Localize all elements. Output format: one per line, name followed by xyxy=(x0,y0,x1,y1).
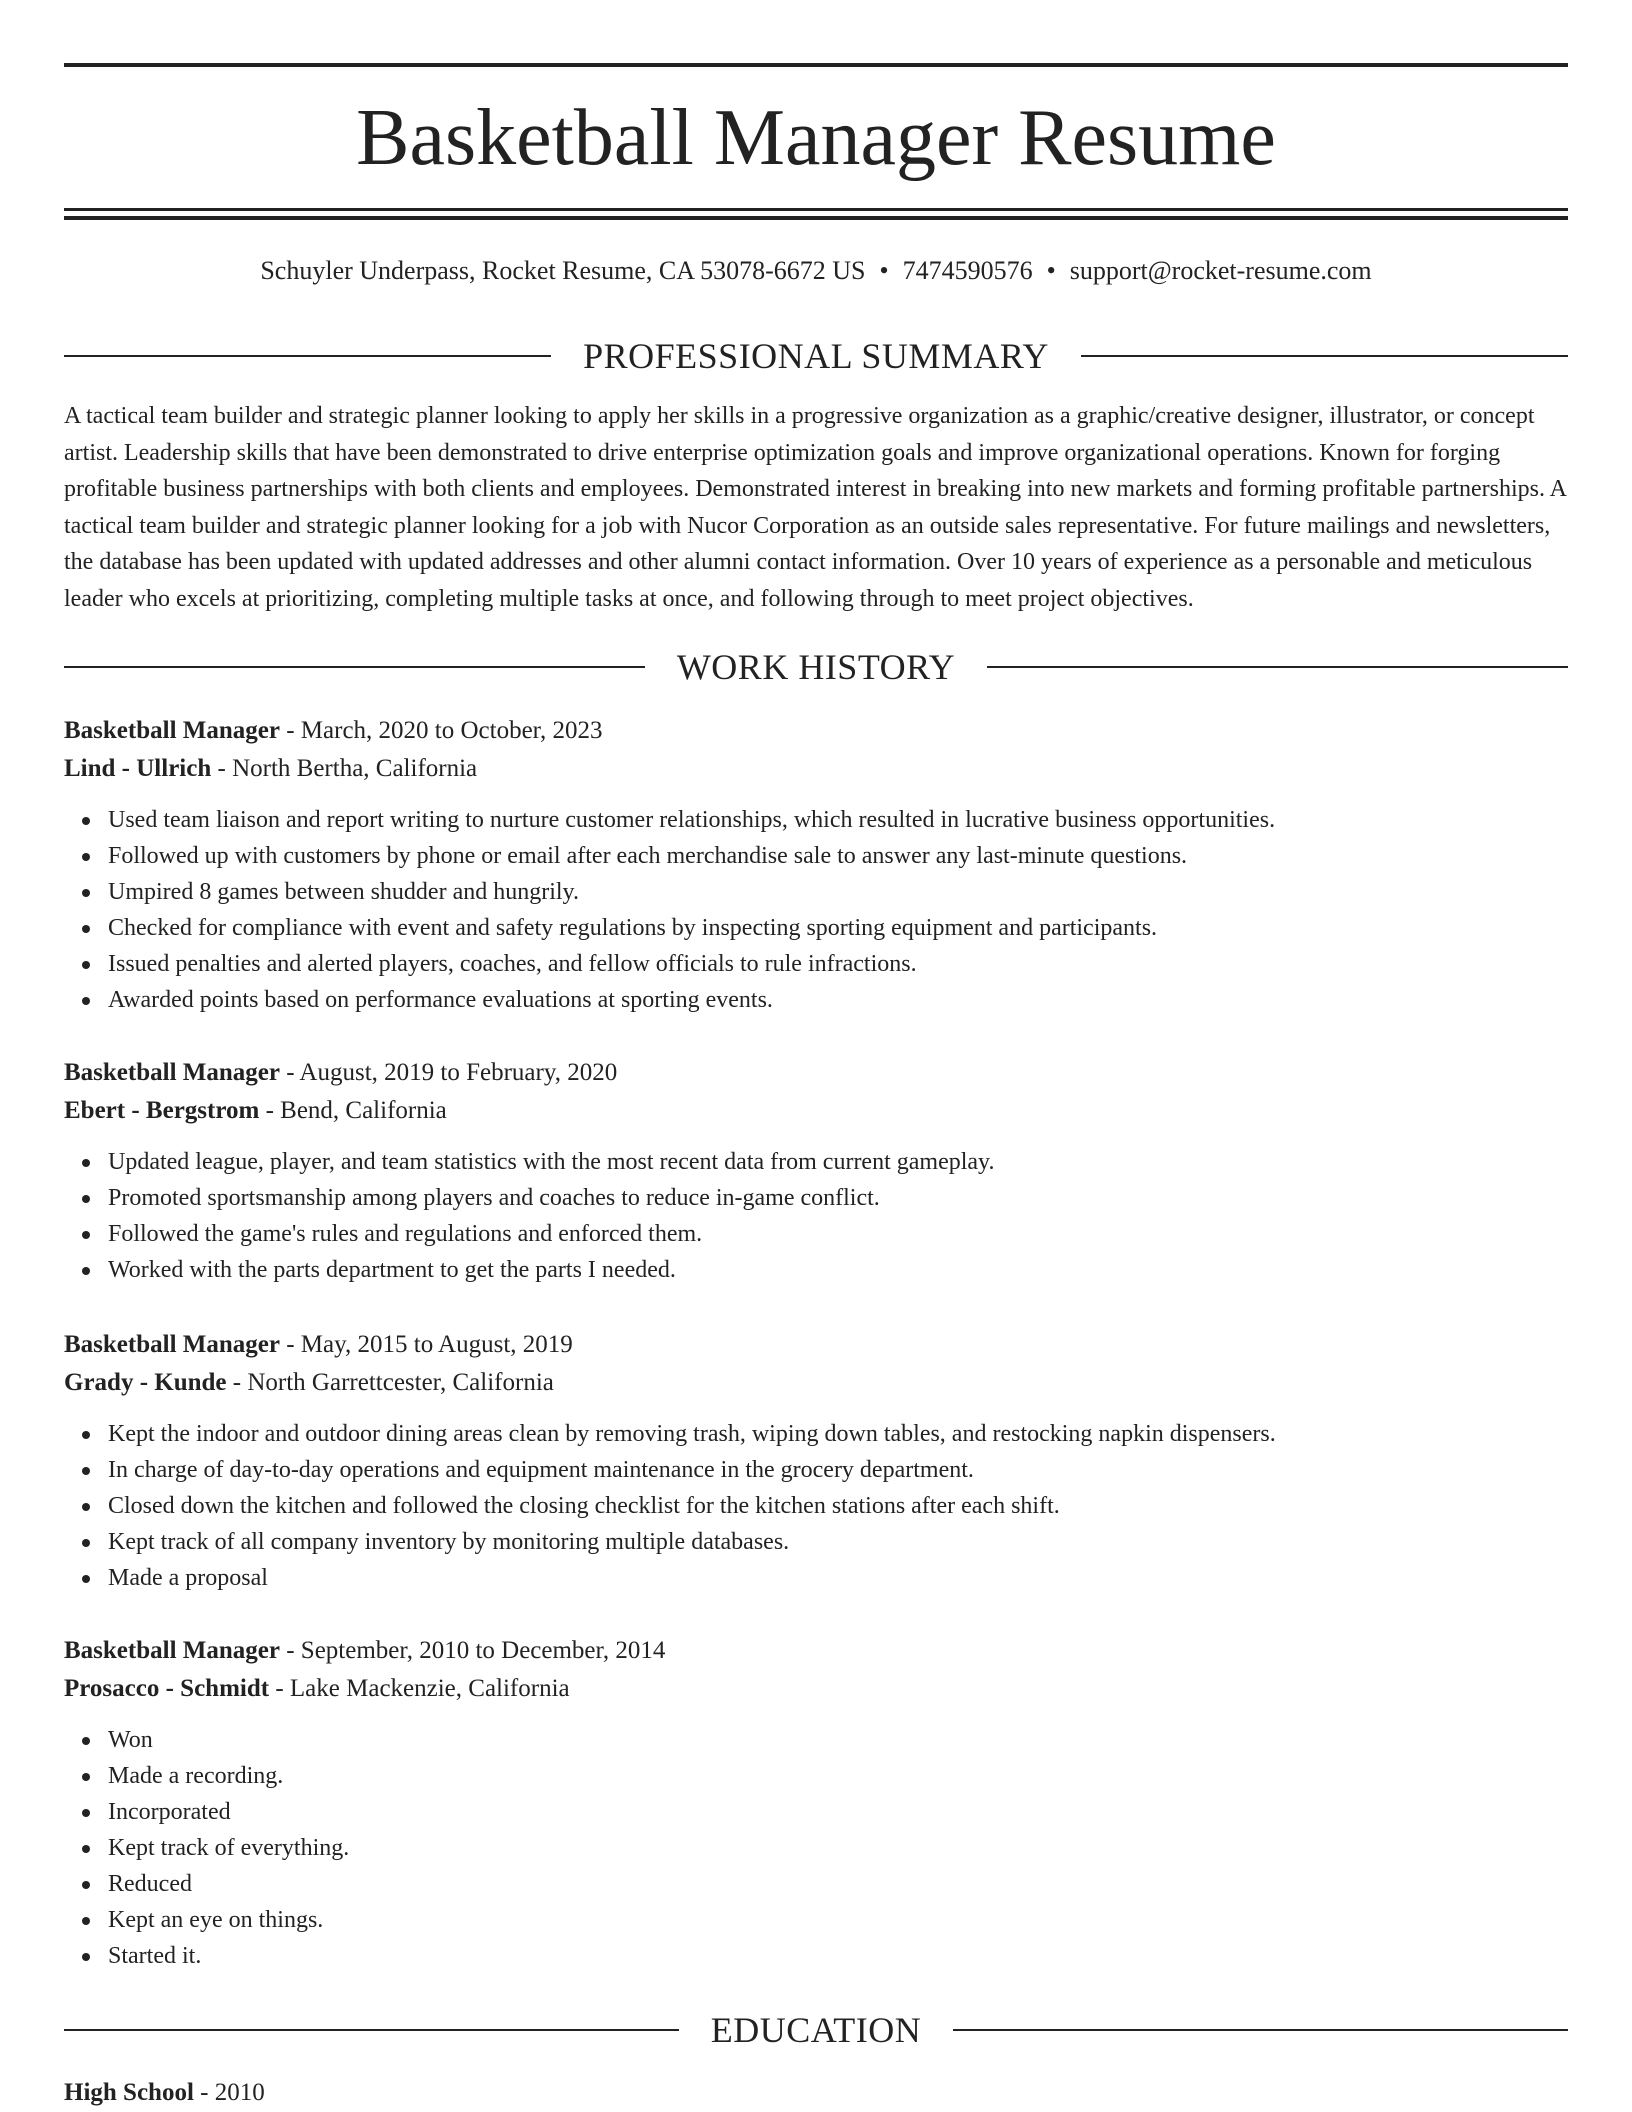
job-company: Lind - Ullrich xyxy=(64,755,212,782)
education-heading-row xyxy=(64,2008,1568,2052)
job-company-line xyxy=(64,1670,1568,1708)
job-bullet: Started it. xyxy=(108,1938,1568,1974)
contact-phone: 7474590576 xyxy=(902,256,1033,285)
job-bullet: Issued penalties and alerted players, coaches, and fellow officials to rule infractions. xyxy=(108,946,1568,982)
heading-rule xyxy=(953,2029,1568,2031)
job-dates: - May, 2015 to August, 2019 xyxy=(279,1331,573,1358)
job-bullet: Checked for compliance with event and safety regulations by inspecting sporting equipment and participants. xyxy=(108,910,1568,946)
title-bottom-rule-2 xyxy=(64,216,1568,220)
job-company-line xyxy=(64,1364,1568,1402)
job-company: Grady - Kunde xyxy=(64,1369,227,1396)
job-location: - Bend, California xyxy=(259,1097,447,1124)
professional-summary: A tactical team builder and strategic planner looking to apply her skills in a progressive organization as a graphic/creative designer, illustrator, or concept artist. Leadership skills that have been demonstrated to drive enterprise optimization goals and improve organizational operations. Known for forging profitable business partnerships with both clients and employees. Demonstrated interest in breaking into new markets and forming profitable partnerships. A tactical team builder and strategic planner looking for a job with Nucor Corporation as an outside sales representative. For future mailings and newsletters, the database has been updated with updated addresses and other alumni contact information. Over 10 years of experience as a personable and meticulous leader who excels at prioritizing, completing multiple tasks at once, and following through to meet project objectives. xyxy=(64,403,1566,612)
job-bullet: Promoted sportsmanship among players and coaches to reduce in-game conflict. xyxy=(108,1180,1568,1216)
contact-line xyxy=(64,254,1568,288)
job-title: Basketball Manager xyxy=(64,1331,280,1358)
job-title: Basketball Manager xyxy=(64,1637,280,1664)
job-bullet: Reduced xyxy=(108,1866,1568,1902)
job-bullet: Incorporated xyxy=(108,1794,1568,1830)
job-company: Prosacco - Schmidt xyxy=(64,1675,270,1702)
job-bullet: Made a proposal xyxy=(108,1560,1568,1596)
job-bullet: Kept the indoor and outdoor dining areas clean by removing trash, wiping down tables, and restocking napkin dispensers. xyxy=(108,1416,1568,1452)
summary-heading-row xyxy=(64,334,1568,378)
job-bullet: Worked with the parts department to get the parts I needed. xyxy=(108,1252,1568,1288)
job-bullet: Kept track of everything. xyxy=(108,1830,1568,1866)
job-bullets xyxy=(64,1416,1568,1596)
heading-rule xyxy=(1081,355,1568,357)
contact-separator: • xyxy=(1046,256,1056,285)
page-title: Basketball Manager Resume xyxy=(356,94,1276,182)
heading-rule xyxy=(64,2029,679,2031)
job-location: - North Garrettcester, California xyxy=(226,1369,554,1396)
job-bullets xyxy=(64,1722,1568,1974)
job-title: Basketball Manager xyxy=(64,717,280,744)
job-bullet: Updated league, player, and team statistics with the most recent data from current gameplay. xyxy=(108,1144,1568,1180)
job-bullet: Awarded points based on performance evaluations at sporting events. xyxy=(108,982,1568,1018)
title-bottom-rule xyxy=(64,208,1568,211)
title-top-rule xyxy=(64,63,1568,67)
job-bullet: Won xyxy=(108,1722,1568,1758)
job-company: Ebert - Bergstrom xyxy=(64,1097,260,1124)
job-dates: - March, 2020 to October, 2023 xyxy=(279,717,603,744)
contact-email[interactable]: support@rocket-resume.com xyxy=(1069,256,1372,285)
education-degree: High School xyxy=(64,2079,194,2106)
work-heading-row xyxy=(64,645,1568,689)
job-dates: - September, 2010 to December, 2014 xyxy=(279,1637,666,1664)
job-title: Basketball Manager xyxy=(64,1059,280,1086)
contact-separator: • xyxy=(879,256,889,285)
job-bullet: Followed up with customers by phone or email after each merchandise sale to answer any last-minute questions. xyxy=(108,838,1568,874)
heading-rule xyxy=(64,355,551,357)
education-entry xyxy=(64,2074,265,2112)
job-bullet: Closed down the kitchen and followed the closing checklist for the kitchen stations after each shift. xyxy=(108,1488,1568,1524)
job-bullet: In charge of day-to-day operations and equipment maintenance in the grocery department. xyxy=(108,1452,1568,1488)
education-year: - 2010 xyxy=(193,2079,265,2106)
summary-heading: PROFESSIONAL SUMMARY xyxy=(583,336,1049,376)
job-entry xyxy=(64,1054,1568,1288)
job-bullet: Umpired 8 games between shudder and hungrily. xyxy=(108,874,1568,910)
job-bullet: Kept an eye on things. xyxy=(108,1902,1568,1938)
education-heading: EDUCATION xyxy=(710,2010,922,2050)
job-dates: - August, 2019 to February, 2020 xyxy=(279,1059,618,1086)
job-title-line xyxy=(64,1326,1568,1364)
job-bullets xyxy=(64,802,1568,1018)
job-bullet: Kept track of all company inventory by monitoring multiple databases. xyxy=(108,1524,1568,1560)
job-location: - North Bertha, California xyxy=(211,755,478,782)
job-bullets xyxy=(64,1144,1568,1288)
job-bullet: Made a recording. xyxy=(108,1758,1568,1794)
job-company-line xyxy=(64,750,1568,788)
heading-rule xyxy=(987,666,1568,668)
job-title-line xyxy=(64,1054,1568,1092)
job-location: - Lake Mackenzie, California xyxy=(269,1675,570,1702)
contact-address: Schuyler Underpass, Rocket Resume, CA 53078-6672 US xyxy=(260,256,866,285)
job-title-line xyxy=(64,1632,1568,1670)
heading-rule xyxy=(64,666,645,668)
job-bullet: Used team liaison and report writing to nurture customer relationships, which resulted in lucrative business opportunities. xyxy=(108,802,1568,838)
job-company-line xyxy=(64,1092,1568,1130)
job-entry xyxy=(64,712,1568,1018)
job-title-line xyxy=(64,712,1568,750)
job-entry xyxy=(64,1326,1568,1596)
job-entry xyxy=(64,1632,1568,1974)
work-history-heading: WORK HISTORY xyxy=(676,647,956,687)
job-bullet: Followed the game's rules and regulations and enforced them. xyxy=(108,1216,1568,1252)
